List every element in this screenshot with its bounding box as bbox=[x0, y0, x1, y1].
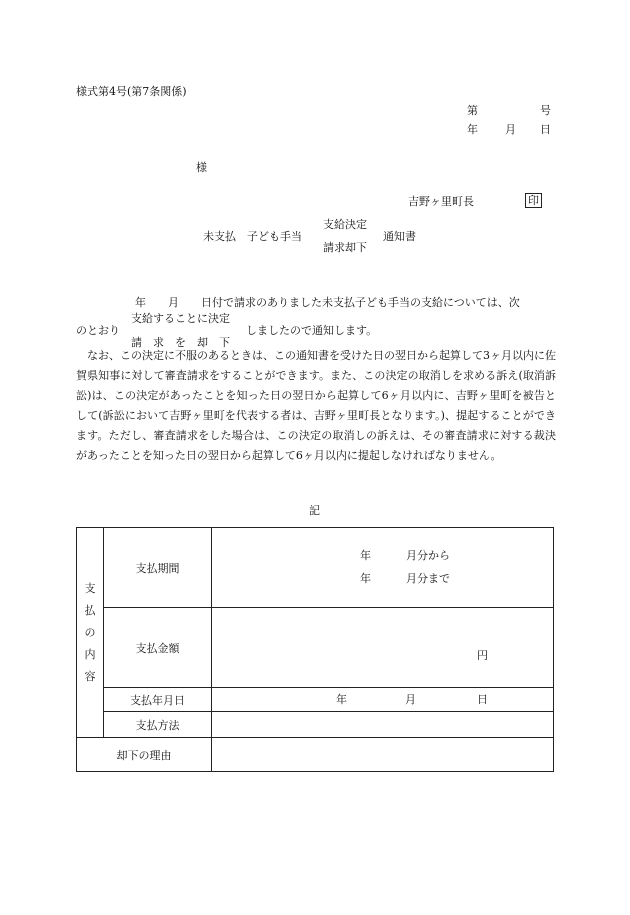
seal-mark: 印 bbox=[525, 193, 542, 208]
period-from-month: 月分から bbox=[406, 549, 450, 562]
body-choice-rejection: 請 求 を 却 下 bbox=[131, 336, 230, 349]
amount-label: 支払金額 bbox=[104, 608, 212, 688]
amount-value bbox=[212, 608, 554, 688]
appeal-notice: なお、この決定に不服のあるときは、この通知書を受けた日の翌日から起算して3ヶ月以内に佐賀県知事に対して審査請求をすることができます。また、この決定の取消しを求める訴え(取消訴訟)は、この決定があったことを知った日の翌日から起算して6ヶ月以内に、吉野ヶ里町を被告として(訴訟において吉野ヶ里町を代表する者は、吉野ヶ里町長となります。)、提起することができます。ただし、審査請求をした場合は、この決定の取消しの訴えは、その審査請求に対する裁決があったことを知った日の翌日から起算して6ヶ月以内に提起しなければなりません。 bbox=[76, 349, 556, 462]
payment-date-label: 支払年月日 bbox=[104, 688, 212, 712]
date-year: 年 bbox=[467, 123, 478, 136]
payment-date-day: 日 bbox=[477, 693, 488, 706]
body-line-2-suffix: しましたので通知します。 bbox=[246, 324, 378, 337]
addressee-suffix: 様 bbox=[196, 161, 207, 174]
body-line-2-prefix: のとおり bbox=[76, 324, 120, 337]
notice-option-decision: 支給決定 bbox=[323, 218, 367, 231]
number-prefix: 第 bbox=[467, 104, 478, 117]
ki-heading: 記 bbox=[309, 504, 320, 517]
period-from-year: 年 bbox=[360, 549, 371, 562]
rejection-reason-label: 却下の理由 bbox=[77, 738, 212, 772]
form-title: 様式第4号(第7条関係) bbox=[76, 85, 187, 98]
payment-details-table bbox=[76, 527, 554, 772]
payment-date-value bbox=[212, 688, 554, 712]
date-day: 日 bbox=[540, 123, 551, 136]
date-month: 月 bbox=[505, 123, 516, 136]
payment-method-label: 支払方法 bbox=[104, 712, 212, 738]
period-value bbox=[212, 528, 554, 608]
body-choice-decision: 支給することに決定 bbox=[131, 312, 230, 325]
payment-method-value bbox=[212, 712, 554, 738]
payment-date-year: 年 bbox=[336, 693, 347, 706]
period-label: 支払期間 bbox=[104, 528, 212, 608]
rejection-reason-value bbox=[212, 738, 554, 772]
body-line-1: 年 月 日付で請求のありました未支払子ども手当の支給については、次 bbox=[135, 296, 520, 309]
period-to-year: 年 bbox=[360, 572, 371, 585]
notice-title-left: 未支払 子ども手当 bbox=[203, 230, 302, 243]
number-suffix: 号 bbox=[540, 104, 551, 117]
payment-date-month: 月 bbox=[405, 693, 416, 706]
amount-unit: 円 bbox=[477, 649, 488, 662]
issuer: 吉野ヶ里町長 bbox=[408, 195, 474, 208]
notice-option-rejection: 請求却下 bbox=[323, 241, 367, 254]
notice-title-right: 通知書 bbox=[383, 230, 416, 243]
period-to-month: 月分まで bbox=[406, 572, 450, 585]
payment-contents-label: 支 払 の 内 容 bbox=[77, 528, 104, 738]
